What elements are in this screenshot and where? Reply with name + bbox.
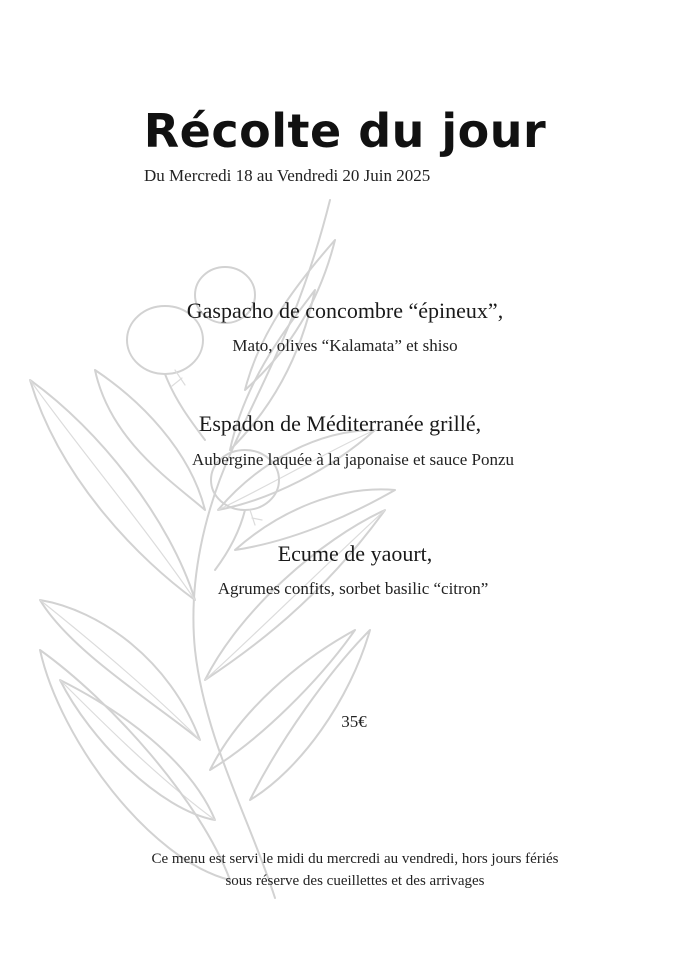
- dish-description: Agrumes confits, sorbet basilic “citron”: [217, 579, 489, 598]
- menu-price: 35€: [341, 712, 367, 731]
- course-starter: [0, 298, 690, 356]
- menu-dates: Du Mercredi 18 au Vendredi 20 Juin 2025: [144, 166, 431, 185]
- menu-title: Récolte du jour: [143, 104, 547, 158]
- footer-note-line1: Ce menu est servi le midi du mercredi au vendredi, hors jours fériés: [151, 851, 559, 867]
- dish-name: Ecume de yaourt,: [277, 541, 433, 566]
- course-dessert: [0, 541, 690, 599]
- footer-note-line2: sous réserve des cueillettes et des arrivages: [225, 873, 485, 889]
- dish-description: Mato, olives “Kalamata” et shiso: [232, 336, 458, 355]
- dish-description: Aubergine laquée à la japonaise et sauce Ponzu: [191, 450, 515, 469]
- dish-name: Espadon de Méditerranée grillé,: [198, 411, 482, 436]
- olive-branch-illustration: [0, 180, 420, 900]
- course-main: [0, 411, 690, 470]
- dish-name: Gaspacho de concombre “épineux”,: [186, 298, 504, 323]
